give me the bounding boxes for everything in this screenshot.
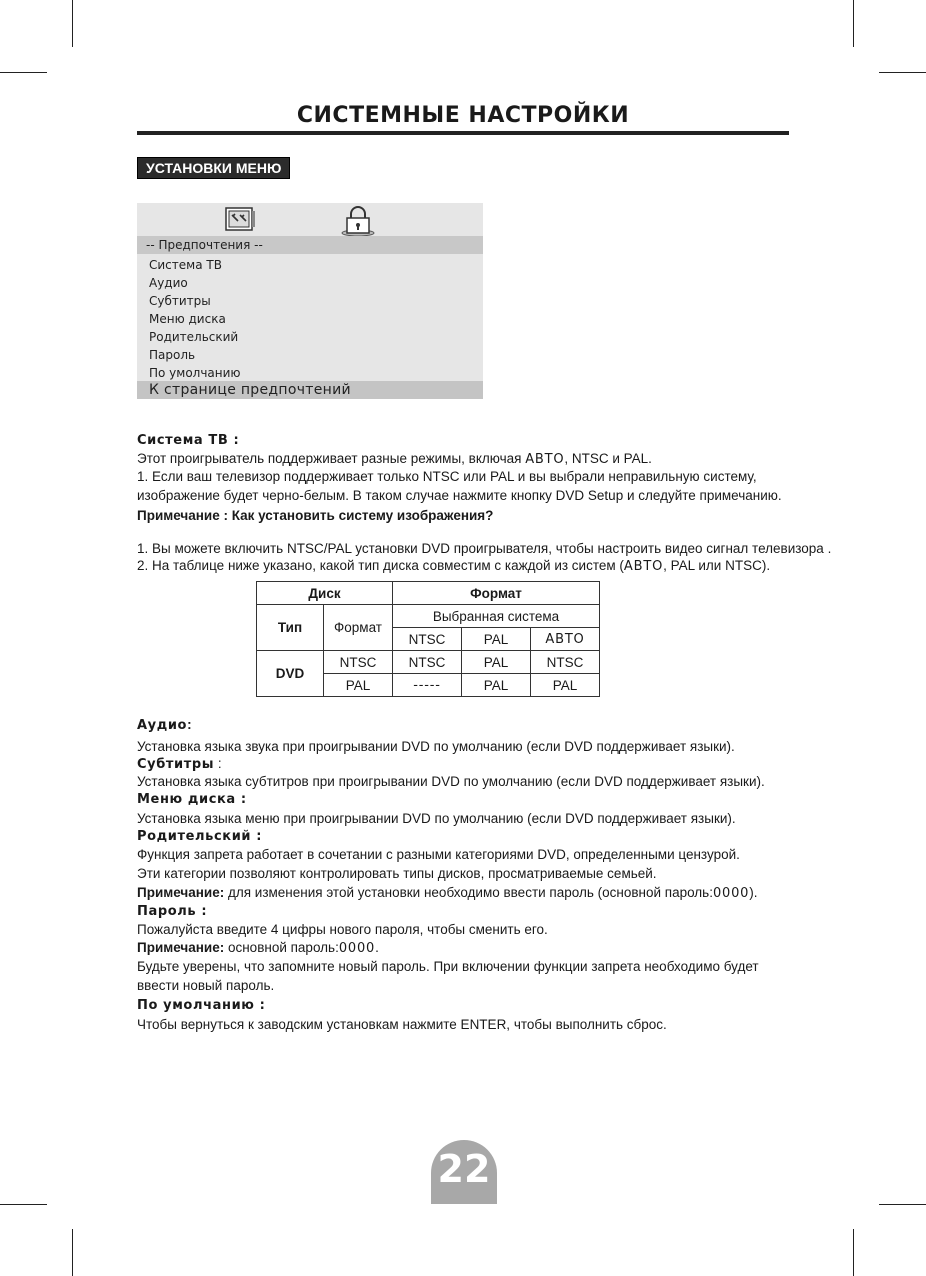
table-cell: PAL	[462, 651, 531, 674]
crop-mark	[72, 1229, 73, 1276]
osd-menu-item[interactable]: Аудио	[149, 276, 188, 290]
osd-footer: К странице предпочтений	[137, 381, 483, 399]
page-number-badge: 22	[431, 1140, 497, 1204]
default-heading: По умолчанию :	[137, 998, 266, 1013]
disc-menu-heading: Меню диска :	[137, 792, 247, 807]
tv-system-line: изображение будет черно-белым. В таком случае нажмите кнопку DVD Setup и следуйте примечанию.	[137, 488, 782, 503]
table-cell: PAL	[462, 628, 531, 651]
compatibility-table	[256, 581, 600, 697]
subtitles-heading: Субтитры :	[137, 756, 222, 772]
crop-mark	[72, 0, 73, 47]
page-title: СИСТЕМНЫЕ НАСТРОЙКИ	[296, 103, 630, 128]
disc-menu-text: Установка языка меню при проигрывании DVD по умолчанию (если DVD поддерживает языки).	[137, 811, 736, 826]
table-cell: NTSC	[393, 628, 462, 651]
osd-menu-item[interactable]: Пароль	[149, 348, 196, 362]
tv-system-line: Этот проигрыватель поддерживает разные режимы, включая АВТО, NTSC и PAL.	[137, 451, 652, 467]
osd-menu-item[interactable]: Родительский	[149, 330, 239, 344]
crop-mark	[853, 1229, 854, 1276]
subtitles-text: Установка языка субтитров при проигрывании DVD по умолчанию (если DVD поддерживает языки).	[137, 774, 765, 789]
table-cell: -----	[393, 674, 462, 697]
osd-menu-item[interactable]: Субтитры	[149, 294, 211, 308]
table-header-format: Формат	[393, 582, 600, 605]
audio-heading: Аудио:	[137, 717, 192, 733]
default-text: Чтобы вернуться к заводским установкам нажмите ENTER, чтобы выполнить сброс.	[137, 1017, 667, 1032]
parental-note: Примечание: для изменения этой установки необходимо ввести пароль (основной пароль:0000).	[137, 885, 758, 901]
crop-mark	[0, 72, 47, 73]
table-header-disk: Диск	[257, 582, 393, 605]
crop-mark	[879, 72, 926, 73]
password-heading: Пароль :	[137, 904, 208, 919]
crop-mark	[0, 1204, 47, 1205]
section-label: УСТАНОВКИ МЕНЮ	[137, 157, 290, 179]
table-cell: PAL	[324, 674, 393, 697]
tv-system-line: 1. Если ваш телевизор поддерживает только NTSC или PAL и вы выбрали неправильную систему,	[137, 469, 757, 484]
password-note: Примечание: основной пароль:0000.	[137, 940, 379, 956]
parental-text: Эти категории позволяют контролировать типы дисков, просматриваемые семьей.	[137, 866, 657, 881]
tv-system-step: 1. Вы можете включить NTSC/PAL установки DVD проигрывателя, чтобы настроить видео сигнал телевизора .	[137, 541, 832, 556]
table-cell: Выбранная система	[393, 605, 600, 628]
table-cell: DVD	[257, 651, 324, 697]
crop-mark	[853, 0, 854, 47]
password-text: Пожалуйста введите 4 цифры нового пароля, чтобы сменить его.	[137, 922, 548, 937]
tv-system-step: 2. На таблице ниже указано, какой тип диска совместим с каждой из систем (АВТО, PAL или NTSC).	[137, 558, 771, 574]
osd-menu-item[interactable]: Система ТВ	[149, 258, 222, 272]
table-cell: PAL	[462, 674, 531, 697]
crop-mark	[879, 1204, 926, 1205]
parental-heading: Родительский :	[137, 829, 263, 844]
audio-text: Установка языка звука при проигрывании DVD по умолчанию (если DVD поддерживает языки).	[137, 739, 735, 754]
osd-menu-list	[149, 256, 241, 382]
osd-menu-panel	[137, 203, 483, 399]
password-text: Будьте уверены, что запомните новый пароль. При включении функции запрета необходимо будет	[137, 959, 759, 974]
password-text: ввести новый пароль.	[137, 978, 275, 993]
osd-menu-item[interactable]: По умолчанию	[149, 366, 241, 380]
osd-header: -- Предпочтения --	[137, 236, 483, 254]
settings-screen-icon[interactable]	[224, 205, 256, 238]
table-cell: Тип	[257, 605, 324, 651]
title-rule	[137, 131, 789, 135]
table-cell: NTSC	[531, 651, 600, 674]
tv-system-heading: Система ТВ :	[137, 433, 240, 448]
tv-system-note: Примечание : Как установить систему изображения?	[137, 508, 494, 523]
table-cell: Формат	[324, 605, 393, 651]
table-cell: NTSC	[393, 651, 462, 674]
osd-menu-item[interactable]: Меню диска	[149, 312, 226, 326]
table-cell: АВТО	[531, 628, 600, 651]
parental-text: Функция запрета работает в сочетании с разными категориями DVD, определенными цензурой.	[137, 847, 740, 862]
table-cell: PAL	[531, 674, 600, 697]
table-cell: NTSC	[324, 651, 393, 674]
